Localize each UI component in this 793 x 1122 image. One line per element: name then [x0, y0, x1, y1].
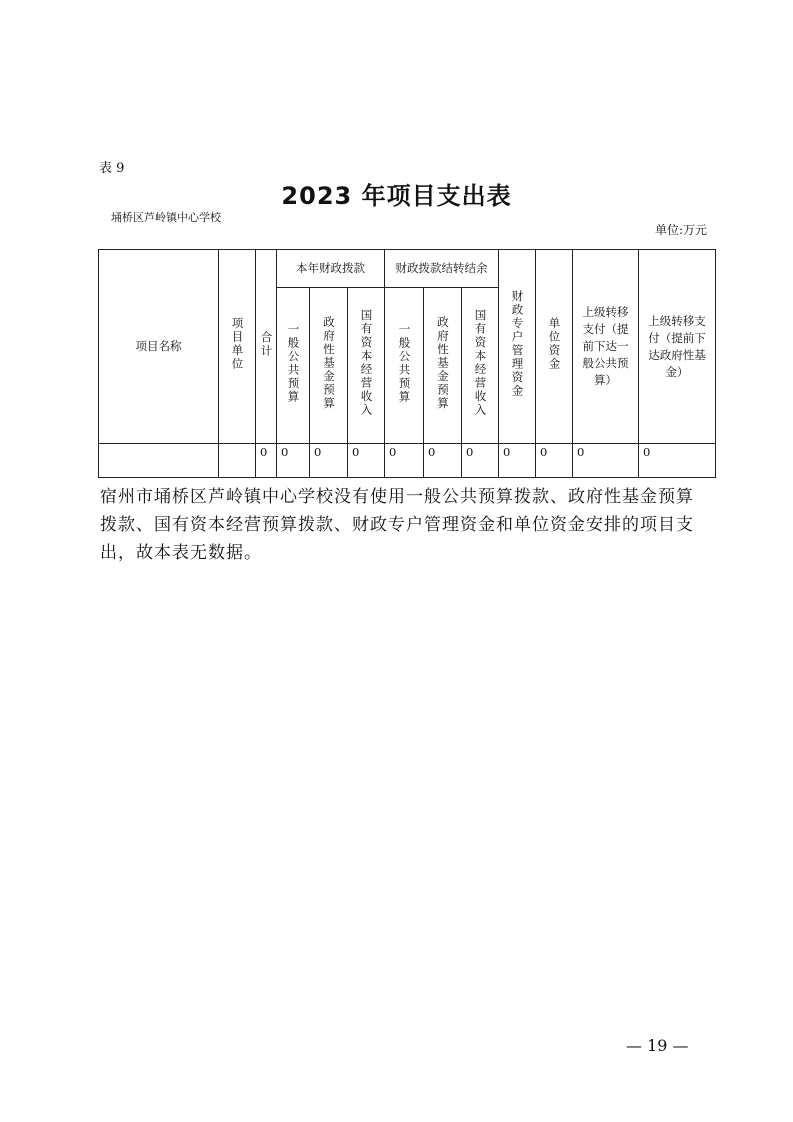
unit-label: 单位:万元 — [654, 223, 707, 237]
header-project-name: 项目名称 — [99, 250, 219, 444]
cell-total: 0 — [256, 444, 277, 478]
header-current-fund: 政府性基金预算 — [310, 288, 348, 444]
cell-current-fund: 0 — [310, 444, 348, 478]
header-unit-funds: 单位资金 — [536, 250, 573, 444]
header-current-general: 一般公共预算 — [277, 288, 310, 444]
header-special-account: 财政专户管理资金 — [499, 250, 536, 444]
cell-current-general: 0 — [277, 444, 310, 478]
header-transfer-fund: 上级转移支付（提前下达政府性基金） — [639, 250, 716, 444]
header-transfer-general: 上级转移支付（提前下达一般公共预算） — [573, 250, 639, 444]
header-group-current: 本年财政拨款 — [277, 250, 385, 288]
org-name: 埇桥区芦岭镇中心学校 — [111, 211, 221, 224]
header-current-capital: 国有资本经营收入 — [348, 288, 385, 444]
header-project-unit: 项目单位 — [219, 250, 256, 444]
header-total: 合计 — [256, 250, 277, 444]
page-number: — 19 — — [626, 1036, 689, 1055]
cell-project-name — [99, 444, 219, 478]
project-expenditure-table — [98, 249, 716, 478]
header-carryover-general: 一般公共预算 — [385, 288, 424, 444]
cell-carryover-general: 0 — [385, 444, 424, 478]
table-label: 表 9 — [99, 161, 125, 176]
cell-transfer-general: 0 — [573, 444, 639, 478]
cell-transfer-fund: 0 — [639, 444, 716, 478]
cell-carryover-capital: 0 — [462, 444, 499, 478]
cell-carryover-fund: 0 — [424, 444, 462, 478]
cell-project-unit — [219, 444, 256, 478]
table-row — [99, 444, 716, 478]
explanatory-note: 宿州市埇桥区芦岭镇中心学校没有使用一般公共预算拨款、政府性基金预算拨款、国有资本经营预算拨款、财政专户管理资金和单位资金安排的项目支出，故本表无数据。 — [100, 487, 694, 563]
cell-unit-funds: 0 — [536, 444, 573, 478]
page-title: 2023 年项目支出表 — [281, 182, 512, 210]
header-carryover-fund: 政府性基金预算 — [424, 288, 462, 444]
header-carryover-capital: 国有资本经营收入 — [462, 288, 499, 444]
header-group-carryover: 财政拨款结转结余 — [385, 250, 499, 288]
cell-special-account: 0 — [499, 444, 536, 478]
cell-current-capital: 0 — [348, 444, 385, 478]
